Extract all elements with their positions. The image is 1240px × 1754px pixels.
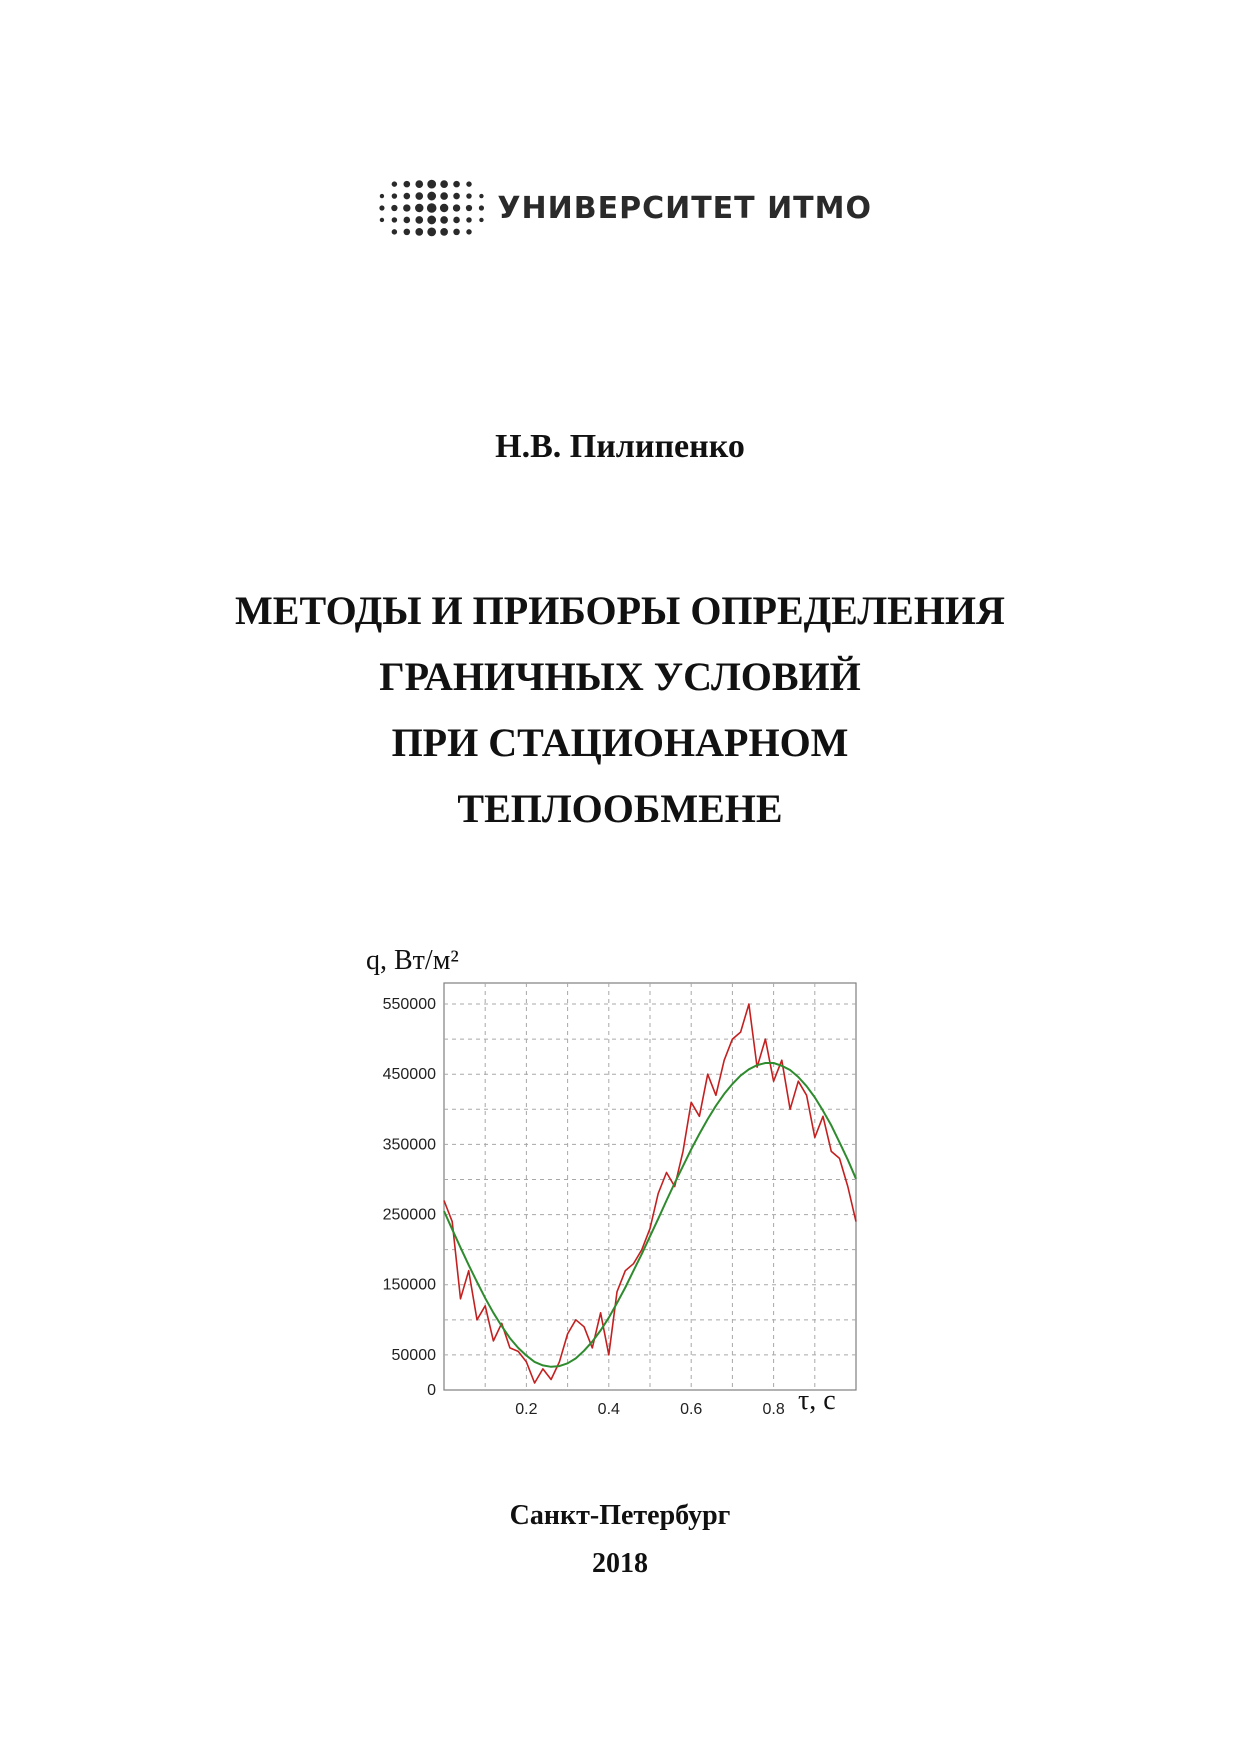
logo-dot xyxy=(392,229,397,234)
heat-flux-chart xyxy=(360,935,880,1425)
y-tick-label: 50000 xyxy=(391,1346,436,1364)
logo-dot xyxy=(440,228,448,236)
logo-dot xyxy=(427,180,436,189)
logo-dot xyxy=(404,193,411,200)
x-tick-label: 0.2 xyxy=(515,1401,538,1418)
logo-dot xyxy=(466,217,471,222)
logo-dot xyxy=(453,204,460,211)
logo-dot xyxy=(453,217,460,224)
y-tick-label: 150000 xyxy=(382,1276,436,1294)
y-tick-label: 450000 xyxy=(382,1066,436,1084)
logo-dot xyxy=(453,229,460,236)
logo-dot xyxy=(404,181,411,188)
logo-dot xyxy=(392,181,397,186)
title-line: ГРАНИЧНЫХ УСЛОВИЙ xyxy=(379,654,861,699)
logo-dot xyxy=(415,180,423,188)
logo-dot xyxy=(403,204,410,211)
logo-text: УНИВЕРСИТЕТ ИТМО xyxy=(497,190,872,226)
y-axis-label: q, Вт/м² xyxy=(366,945,459,976)
logo xyxy=(372,172,872,244)
y-tick-label: 250000 xyxy=(382,1206,436,1224)
logo-dot xyxy=(440,216,448,224)
logo-dot xyxy=(453,193,460,200)
logo-dot xyxy=(392,193,397,198)
logo-dot xyxy=(440,204,448,212)
publication-year: 2018 xyxy=(592,1548,648,1579)
logo-dot xyxy=(415,204,423,212)
logo-dot xyxy=(415,192,423,200)
publication-city: Санкт-Петербург xyxy=(509,1500,731,1531)
logo-dot xyxy=(380,218,384,222)
logo-dot xyxy=(440,192,448,200)
logo-dot xyxy=(466,229,471,234)
logo-dot xyxy=(427,216,436,225)
x-tick-label: 0.6 xyxy=(680,1401,703,1418)
title-line: ТЕПЛООБМЕНЕ xyxy=(457,786,783,831)
logo-dot xyxy=(391,205,397,211)
y-tick-label: 550000 xyxy=(382,996,436,1014)
chart-grid xyxy=(444,983,856,1390)
logo-dot xyxy=(404,217,411,224)
dots-logo-icon xyxy=(372,176,489,240)
x-axis-label: τ, с xyxy=(798,1385,836,1416)
author-name: Н.В. Пилипенко xyxy=(495,428,745,465)
y-tick-label: 0 xyxy=(427,1382,436,1399)
title-line: ПРИ СТАЦИОНАРНОМ xyxy=(391,720,849,765)
y-tick-label: 350000 xyxy=(382,1136,436,1154)
logo-dot xyxy=(479,218,483,222)
logo-dot xyxy=(466,205,472,211)
x-tick-label: 0.4 xyxy=(597,1401,620,1418)
logo-dot xyxy=(466,193,471,198)
logo-dot xyxy=(479,205,484,210)
logo-dot xyxy=(379,205,384,210)
title-line: МЕТОДЫ И ПРИБОРЫ ОПРЕДЕЛЕНИЯ xyxy=(235,588,1005,633)
logo-dot xyxy=(404,229,411,236)
logo-dot xyxy=(427,203,437,213)
logo-dot xyxy=(466,181,471,186)
logo-dot xyxy=(380,194,384,198)
logo-dot xyxy=(479,194,483,198)
logo-dot xyxy=(415,228,423,236)
x-tick-label: 0.8 xyxy=(762,1401,785,1418)
logo-dot xyxy=(427,192,436,201)
logo-dot xyxy=(415,216,423,224)
logo-dot xyxy=(392,217,397,222)
logo-dot xyxy=(453,181,460,188)
logo-dot xyxy=(427,227,436,236)
logo-dot xyxy=(440,180,448,188)
book-title xyxy=(100,578,1140,842)
